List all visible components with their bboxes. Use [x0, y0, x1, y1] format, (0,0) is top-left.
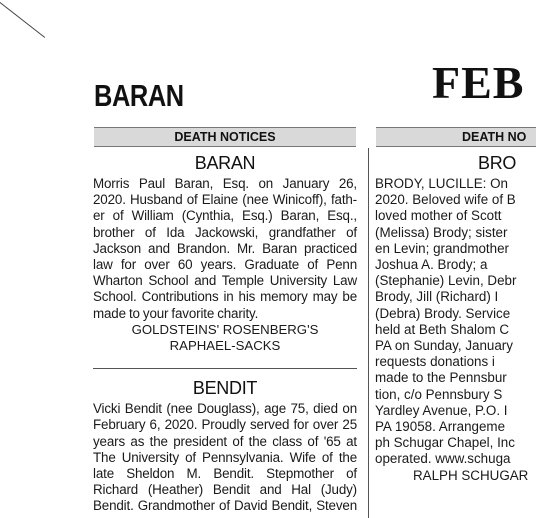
- notice-text: [375, 176, 555, 484]
- notice-line: February 6, 2020. Proudly served for over 25: [93, 417, 357, 433]
- notice-line: Vicki Bendit (nee Douglass), age 75, died on: [93, 401, 357, 417]
- notice-line: (Melissa) Brody; sister: [375, 224, 508, 240]
- notice-line: law for over 60 years. Graduate of Penn: [93, 257, 357, 273]
- notice-line: (Debra) Brody. Service: [375, 305, 511, 321]
- notice-line: made to the Pennsbur: [375, 370, 507, 386]
- left-column: [93, 150, 357, 515]
- notice-line: PA 19058. Arrangeme: [375, 419, 506, 435]
- notice-name: BENDIT: [192, 378, 258, 399]
- column-rule: [368, 148, 369, 518]
- notice-line: operated. www.schuga: [375, 451, 511, 467]
- notice-line: made to your favorite charity.: [93, 305, 259, 321]
- notice-line: Richard (Heather) Bendit and Hal (Judy): [93, 482, 357, 498]
- notice-line: BRODY, LUCILLE: On: [375, 176, 508, 191]
- notice-line: PA on Sunday, January: [375, 338, 513, 354]
- right-column: [375, 150, 555, 484]
- notice-line: Wharton School and Temple University Law: [93, 273, 357, 289]
- notice-line: 2020. Husband of Elaine (nee Winicoff), fath-: [93, 192, 357, 208]
- notice-line: loved mother of Scott: [375, 208, 502, 224]
- notice-line: requests donations i: [375, 354, 495, 370]
- notice-line: Morris Paul Baran, Esq. on January 26,: [93, 176, 357, 191]
- notice-bendit: [93, 375, 357, 514]
- notice-line: tion, c/o Pennsbury S: [375, 386, 503, 402]
- notice-name: BARAN: [194, 153, 256, 173]
- notice-line: er of William (Cynthia, Esq.) Baran, Esq.,: [93, 208, 357, 224]
- notice-line: ph Schugar Chapel, Inc: [375, 435, 515, 451]
- notice-line: Yardley Avenue, P.O. I: [375, 402, 508, 418]
- masthead-date: FEB: [432, 57, 525, 108]
- notice-line: Joshua A. Brody; a: [375, 257, 488, 273]
- notice-line: Brody, Jill (Richard) I: [375, 289, 499, 305]
- funeral-home: [93, 322, 357, 354]
- notice-line: years as the president of the class of '65 at: [93, 433, 357, 449]
- notice-line: brother of Ida Jackowski, grandfather of: [93, 224, 357, 240]
- funeral-home: RALPH SCHUGAR: [413, 467, 529, 483]
- page-heading: BARAN: [94, 78, 184, 113]
- notice-line: held at Beth Shalom C: [375, 321, 509, 337]
- funeral-home-line: GOLDSTEINS' ROSENBERG'S: [131, 321, 319, 337]
- notice-line: (Stephanie) Levin, Debr: [375, 273, 517, 289]
- notice-name: BRO: [478, 153, 517, 173]
- notice-baran: [93, 150, 357, 354]
- notice-line: The University of Pennsylvania. Wife of the: [93, 449, 357, 465]
- notice-line: en Levin; grandmother: [375, 240, 509, 256]
- death-notices-bar-right-label: DEATH NO: [462, 130, 527, 144]
- notice-line: Jackson and Brandon. Mr. Baran practiced: [93, 240, 357, 256]
- notice-line: School. Contributions in his memory may be: [93, 289, 357, 305]
- notice-line: 2020. Beloved wife of B: [375, 192, 516, 208]
- notice-line: Bendit. Grandmother of David Bendit, Steven: [93, 498, 357, 514]
- notice-text: [93, 176, 357, 322]
- notice-text: [93, 401, 357, 514]
- notice-divider: [93, 368, 357, 369]
- notice-line: late Sheldon M. Bendit. Stepmother of: [93, 466, 357, 482]
- funeral-home-line: RAPHAEL-SACKS: [169, 338, 281, 354]
- death-notices-bar-right: [376, 127, 536, 147]
- corner-rule: [0, 0, 45, 38]
- death-notices-bar-left: DEATH NOTICES: [94, 127, 356, 147]
